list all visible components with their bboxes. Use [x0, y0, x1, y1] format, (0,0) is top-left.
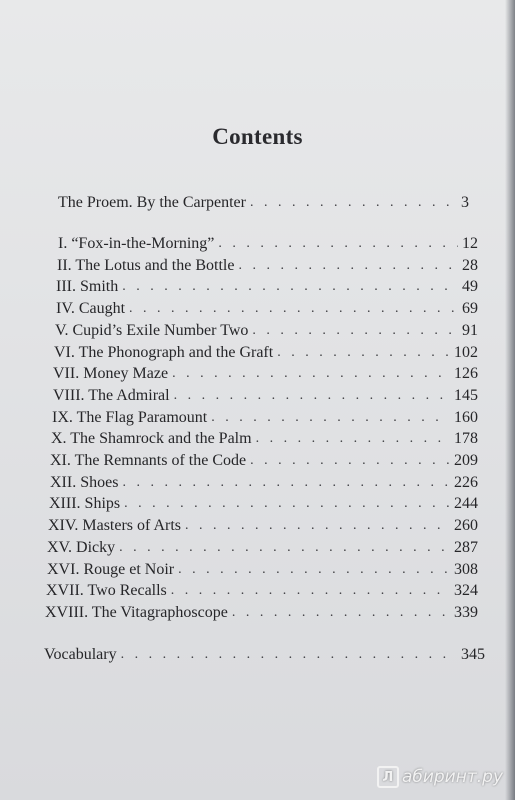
- toc-entry-chapter: [49, 494, 478, 514]
- toc-page-number: 49: [462, 278, 478, 296]
- toc-page-number: 226: [454, 473, 478, 491]
- dot-leader: [178, 560, 450, 580]
- toc-entry-label: XI. The Remnants of the Code: [50, 452, 247, 469]
- toc-entry-label: V. Cupid’s Exile Number Two: [55, 321, 249, 339]
- toc-entry-label: VIII. The Admiral: [53, 386, 170, 404]
- dot-leader: [119, 538, 450, 558]
- toc-entry-label: The Proem. By the Carpenter: [58, 194, 246, 211]
- toc-entry-chapter: [56, 299, 478, 319]
- toc-entry-chapter: [50, 451, 478, 471]
- dot-leader: [122, 277, 458, 297]
- toc-entry-chapter: [56, 277, 478, 297]
- toc-entry-chapter: [47, 560, 478, 580]
- toc-page-number: 244: [454, 495, 478, 513]
- toc-entry-chapter: [46, 581, 478, 601]
- toc-page-number: 209: [454, 452, 478, 469]
- toc-page-number: 126: [454, 365, 478, 383]
- toc-entry-chapter: [54, 343, 478, 363]
- toc-page-number: 324: [454, 582, 478, 600]
- toc-page-number: 178: [454, 430, 478, 448]
- dot-leader: [122, 473, 450, 493]
- toc-entry-chapter: [45, 603, 478, 623]
- toc-page-number: 91: [462, 321, 478, 339]
- toc-entry-label: VI. The Phonograph and the Graft: [54, 343, 274, 361]
- toc-entry-chapter: [52, 408, 478, 428]
- toc-entry-label: XVIII. The Vitagraphoscope: [45, 603, 228, 621]
- toc-page-number: 102: [454, 343, 478, 361]
- toc-page-number: 28: [462, 256, 478, 274]
- toc-page-number: 260: [454, 517, 478, 535]
- toc-entry-label: X. The Shamrock and the Palm: [51, 430, 252, 448]
- toc-entry-label: II. The Lotus and the Bottle: [57, 256, 235, 274]
- toc-entry-label: VII. Money Maze: [53, 365, 169, 383]
- watermark-text: абиринт.ру: [401, 767, 503, 787]
- dot-leader: [277, 343, 450, 363]
- toc-entry-label: IX. The Flag Paramount: [52, 408, 208, 426]
- toc-entry-label: I. “Fox-in-the-Morning”: [58, 235, 215, 252]
- toc-entry-chapter: [47, 538, 478, 558]
- toc-entry-chapter: [50, 473, 478, 493]
- watermark-logo: [377, 766, 503, 788]
- dot-leader: [174, 386, 450, 406]
- toc-page-number: 145: [454, 386, 478, 404]
- dot-leader: [171, 581, 450, 601]
- toc-entry-label: XII. Shoes: [50, 473, 119, 491]
- toc-page-number: 3: [461, 194, 469, 211]
- toc-entry-chapter: [55, 321, 478, 341]
- toc-page-number: 160: [454, 408, 478, 426]
- toc-entry-label: Vocabulary: [44, 646, 117, 663]
- toc-entry-chapter: [53, 364, 478, 384]
- toc-entry-label: III. Smith: [56, 278, 119, 296]
- toc-entry-label: XV. Dicky: [47, 538, 116, 556]
- toc-entry-label: XVI. Rouge et Noir: [47, 560, 175, 578]
- dot-leader: [129, 299, 458, 319]
- toc-entry-chapter: [51, 429, 478, 449]
- dot-leader: [250, 451, 450, 471]
- toc-entry-proem: [58, 193, 469, 213]
- dot-leader: [121, 645, 457, 665]
- toc-page-number: 345: [461, 646, 485, 663]
- dot-leader: [211, 408, 450, 428]
- toc-entry-chapter: [57, 256, 478, 276]
- toc-entry-chapter: [48, 516, 478, 536]
- dot-leader: [232, 603, 450, 623]
- labirint-logo-icon: Л: [377, 766, 399, 788]
- dot-leader: [124, 494, 450, 514]
- toc-entry-label: XIII. Ships: [49, 495, 121, 513]
- toc-entry-label: IV. Caught: [56, 300, 126, 318]
- dot-leader: [250, 193, 457, 213]
- dot-leader: [252, 321, 458, 341]
- dot-leader: [218, 234, 458, 254]
- dot-leader: [185, 516, 450, 536]
- dot-leader: [172, 364, 450, 384]
- toc-page-number: 308: [454, 560, 478, 578]
- toc-page-number: 69: [462, 300, 478, 318]
- toc-entry-vocabulary: [44, 645, 485, 665]
- toc-page-number: 12: [462, 235, 478, 252]
- dot-leader: [256, 429, 450, 449]
- toc-entry-chapter: [58, 234, 478, 254]
- toc-entry-chapter: [53, 386, 478, 406]
- toc-page-number: 339: [454, 603, 478, 621]
- page-title: Contents: [212, 124, 303, 149]
- toc-entry-label: XVII. Two Recalls: [46, 582, 167, 600]
- toc-entry-label: XIV. Masters of Arts: [48, 517, 182, 535]
- toc-page-number: 287: [454, 538, 478, 556]
- dot-leader: [238, 256, 458, 276]
